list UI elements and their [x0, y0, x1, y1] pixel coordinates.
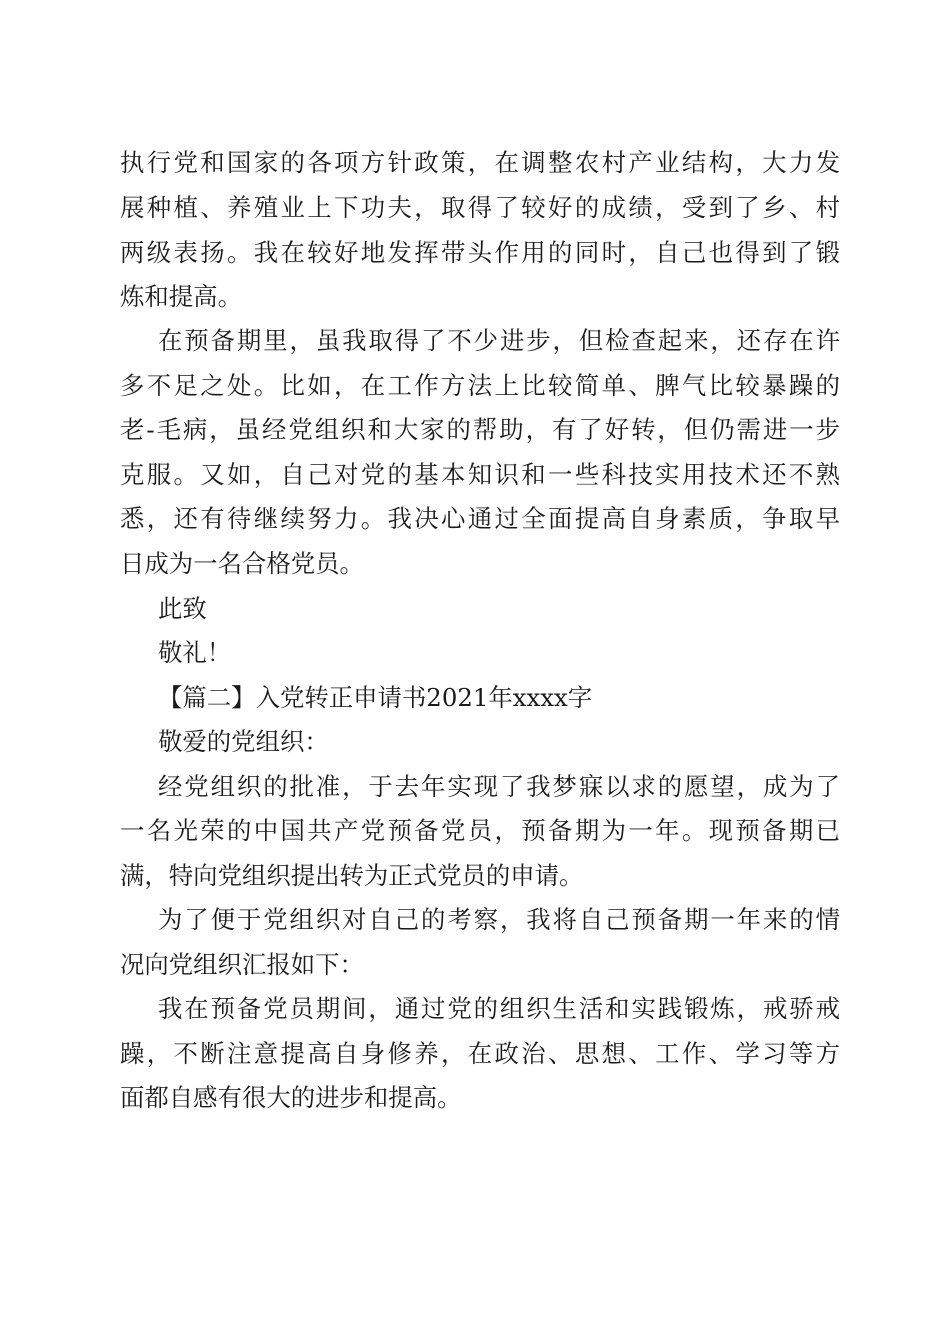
letter-greeting: 敬爱的党组织：	[158, 727, 329, 756]
section-heading: 【篇二】入党转正申请书2021年xxxx字	[158, 683, 593, 712]
text-line: 执行党和国家的各项方针政策，在调整农村产业结构，大力发	[120, 148, 840, 177]
text-line: 展种植、养殖业上下功夫，取得了较好的成绩，受到了乡、村	[120, 193, 840, 222]
text-line: 满，特向党组织提出转为正式党员的申请。	[120, 861, 584, 890]
text-line: 日成为一名合格党员。	[120, 549, 364, 578]
text-line: 老-毛病，虽经党组织和大家的帮助，有了好转，但仍需进一步	[120, 415, 840, 444]
text-line: 克服。又如，自己对党的基本知识和一些科技实用技术还不熟	[120, 460, 840, 489]
paragraph-first-line: 在预备期里，虽我取得了不少进步，但检查起来，还存在许	[158, 326, 840, 355]
text-line: 一名光荣的中国共产党预备党员，预备期为一年。现预备期已	[120, 816, 840, 845]
text-line: 悉，还有待继续努力。我决心通过全面提高自身素质，争取早	[120, 504, 840, 533]
text-line: 两级表扬。我在较好地发挥带头作用的同时，自己也得到了锻	[120, 238, 840, 267]
text-line: 炼和提高。	[120, 282, 242, 311]
text-line: 多不足之处。比如，在工作方法上比较简单、脾气比较暴躁的	[120, 371, 840, 400]
text-line: 况向党组织汇报如下：	[120, 950, 364, 979]
paragraph-first-line: 经党组织的批准，于去年实现了我梦寐以求的愿望，成为了	[158, 772, 840, 801]
closing-salutation: 此致	[158, 594, 207, 623]
text-line: 躁，不断注意提高自身修养，在政治、思想、工作、学习等方	[120, 1039, 840, 1068]
paragraph-first-line: 我在预备党员期间，通过党的组织生活和实践锻炼，戒骄戒	[158, 994, 840, 1023]
closing-regards: 敬礼！	[158, 638, 232, 667]
paragraph-first-line: 为了便于党组织对自己的考察，我将自己预备期一年来的情	[158, 905, 840, 934]
text-line: 面都自感有很大的进步和提高。	[120, 1083, 462, 1112]
